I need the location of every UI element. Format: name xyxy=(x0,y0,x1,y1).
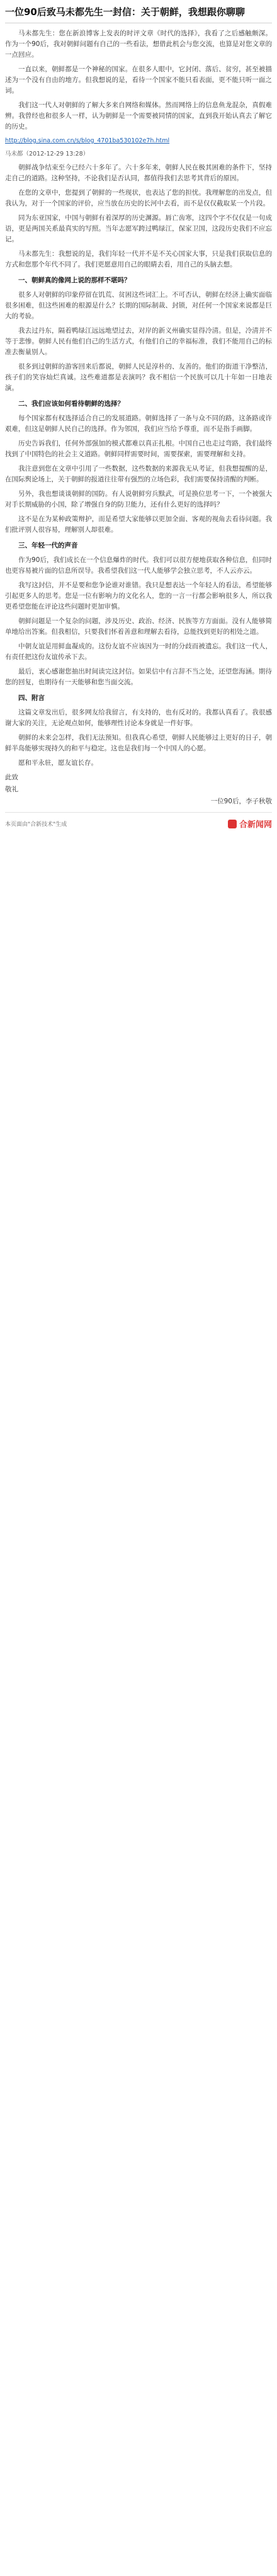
paragraph: 我写这封信，并不是要和您争论谁对谁错。我只是想表达一个年轻人的看法，希望能够引起更多人的思考。您是一位有影响力的文化名人，您的一言一行都会影响很多人，所以我更希望您能在评论这些问题时更加审慎。 xyxy=(5,581,272,610)
paragraph: 马未都先生：您在新浪博客上发表的时评文章《时代的选择》，我看了之后感触颇深。作为一个90后，我对朝鲜问题有自己的一些看法，想借此机会与您交流，也算是对您文章的一点回应。 xyxy=(5,30,272,59)
paragraph: 同为东亚国家，中国与朝鲜有着深厚的历史渊源。唇亡齿寒，这四个字不仅仅是一句成语，更是两国关系最真实的写照。当年志愿军跨过鸭绿江，保家卫国，这段历史我们不应忘记。 xyxy=(5,214,272,243)
section-4 xyxy=(5,707,272,769)
paragraph: 朝鲜战争结束至今已经六十多年了。六十多年来，朝鲜人民在极其困难的条件下，坚持走自己的道路。这种坚持，不论我们是否认同，都值得我们去思考其背后的原因。 xyxy=(5,164,272,182)
section-heading-4: 四、附言 xyxy=(18,694,45,702)
logo-icon xyxy=(228,820,237,828)
paragraph: 很多到过朝鲜的游客回来后都说，朝鲜人民是淳朴的、友善的。他们的街道干净整洁，孩子们的笑容灿烂真诚。这些难道都是表演吗？我不相信一个民族可以几十年如一日地表演。 xyxy=(5,363,272,392)
paragraph: 另外，我也想谈谈朝鲜的国防。有人说朝鲜穷兵黩武，可是换位思考一下，一个被强大对手长期威胁的小国，除了增强自身的防卫能力，还有什么更好的选择吗？ xyxy=(5,490,272,508)
source-link[interactable]: http://blog.sina.com.cn/s/blog_4701ba530102e7h.html xyxy=(5,137,170,144)
section-3 xyxy=(5,555,272,688)
watermark-text: 合新闻网 xyxy=(239,820,272,830)
page-footer xyxy=(5,812,272,837)
paragraph: 历史告诉我们，任何外部强加的模式都难以真正扎根。中国自己也走过弯路，我们最终找到了中国特色的社会主义道路。朝鲜同样需要时间，需要探索，需要理解和支持。 xyxy=(5,440,272,458)
signature-line: 敬礼 xyxy=(5,786,18,793)
article-page xyxy=(0,0,277,837)
paragraph: 一直以来，朝鲜都是一个神秘的国家。在很多人眼中，它封闭、落后、贫穷，甚至被描述为一个没有自由的地方。但我想说的是，看待一个国家不能只看表面，更不能只听一面之词。 xyxy=(5,66,272,94)
paragraph: 很多人对朝鲜的印象停留在饥荒、贫困这些词汇上。不可否认，朝鲜在经济上确实面临很多困难，但这些困难的根源是什么？长期的国际制裁、封锁，对任何一个国家来说都是巨大的考验。 xyxy=(5,291,272,320)
source-meta xyxy=(5,136,272,146)
signature-block xyxy=(5,772,272,807)
paragraph: 中朝友谊是用鲜血凝成的。这份友谊不应该因为一时的分歧而被遗忘。我们这一代人，有责任把这份友谊传承下去。 xyxy=(5,643,272,661)
signature-line: 一位90后，李子秋敬 xyxy=(210,798,272,805)
paragraph: 这篇文章发出后，很多网友给我留言，有支持的，也有反对的。我都认真看了。我很感谢大家的关注，无论观点如何，能够理性讨论本身就是一件好事。 xyxy=(5,709,272,727)
section-heading-3: 三、年轻一代的声音 xyxy=(18,542,78,549)
paragraph: 朝鲜问题是一个复杂的问题，涉及历史、政治、经济、民族等方方面面。没有人能够简单地给出答案。但我相信，只要我们怀着善意和理解去看待，总能找到更好的相处之道。 xyxy=(5,617,272,636)
site-watermark xyxy=(228,818,272,830)
paragraph: 我注意到您在文章中引用了一些数据，这些数据的来源我无从考证，但我想提醒的是，在国际舆论场上，关于朝鲜的报道往往带有强烈的立场色彩，我们需要保持清醒的判断。 xyxy=(5,465,272,483)
paragraph: 朝鲜的未来会怎样，我们无法预知。但我真心希望，朝鲜人民能够过上更好的日子，朝鲜半岛能够实现持久的和平与稳定。这也是我们每一个中国人的心愿。 xyxy=(5,734,272,752)
section-1 xyxy=(5,290,272,394)
paragraph: 我们这一代人对朝鲜的了解大多来自网络和媒体。然而网络上的信息鱼龙混杂，真假难辨。我曾经也和很多人一样，认为朝鲜是一个需要被同情的国家，直到我开始认真去了解它的历史。 xyxy=(5,101,272,130)
author-date: 马未都（2012-12-29 13:28） xyxy=(5,151,89,157)
paragraph: 每个国家都有权选择适合自己的发展道路。朝鲜选择了一条与众不同的路，这条路或许艰难，但这是朝鲜人民自己的选择。作为邻国，我们应当给予尊重，而不是指手画脚。 xyxy=(5,415,272,433)
paragraph: 在您的文章中，您提到了朝鲜的一些现状，也表达了您的担忧。我理解您的出发点，但我认为，对于一个国家的评价，应当放在历史的长河中去看，而不是仅仅截取某一个片段。 xyxy=(5,189,272,207)
paragraph: 这不是在为某种政策辩护，而是希望大家能够以更加全面、客观的视角去看待问题。我们批评别人很容易，理解别人却很难。 xyxy=(5,515,272,534)
article-title: 一位90后致马未都先生一封信：关于朝鲜，我想跟你聊聊 xyxy=(5,6,245,18)
paragraph: 愿和平永驻，愿友谊长存。 xyxy=(18,759,98,767)
section-heading-2: 二、我们应该如何看待朝鲜的选择？ xyxy=(18,400,124,408)
intro-section xyxy=(5,28,272,132)
body-section xyxy=(5,163,272,270)
signature-line: 此致 xyxy=(5,774,18,781)
paragraph: 马未都先生：我想说的是，我们年轻一代并不是不关心国家大事，只是我们获取信息的方式和您那个年代不同了。我们更愿意用自己的眼睛去看，用自己的头脑去想。 xyxy=(5,250,272,268)
section-2 xyxy=(5,413,272,535)
section-heading-1: 一、朝鲜真的像网上说的那样不堪吗？ xyxy=(18,277,131,284)
paragraph: 作为90后，我们成长在一个信息爆炸的时代。我们可以很方便地获取各种信息，但同时也更容易被片面的信息所误导。我希望我们这一代人能够学会独立思考，不人云亦云。 xyxy=(5,556,272,575)
paragraph: 最后，衷心感谢您抽出时间读完这封信。如果信中有言辞不当之处，还望您海涵。期待您的回复，也期待有一天能够和您当面交流。 xyxy=(5,668,272,686)
paragraph: 我去过丹东，隔着鸭绿江远远地望过去，对岸的新义州确实显得冷清。但是，冷清并不等于悲惨。朝鲜人民有他们自己的生活方式，有他们自己的幸福标准，我们不能用自己的标准去衡量别人。 xyxy=(5,327,272,356)
footer-note: 本页面由"合新技术"生成 xyxy=(5,821,67,828)
